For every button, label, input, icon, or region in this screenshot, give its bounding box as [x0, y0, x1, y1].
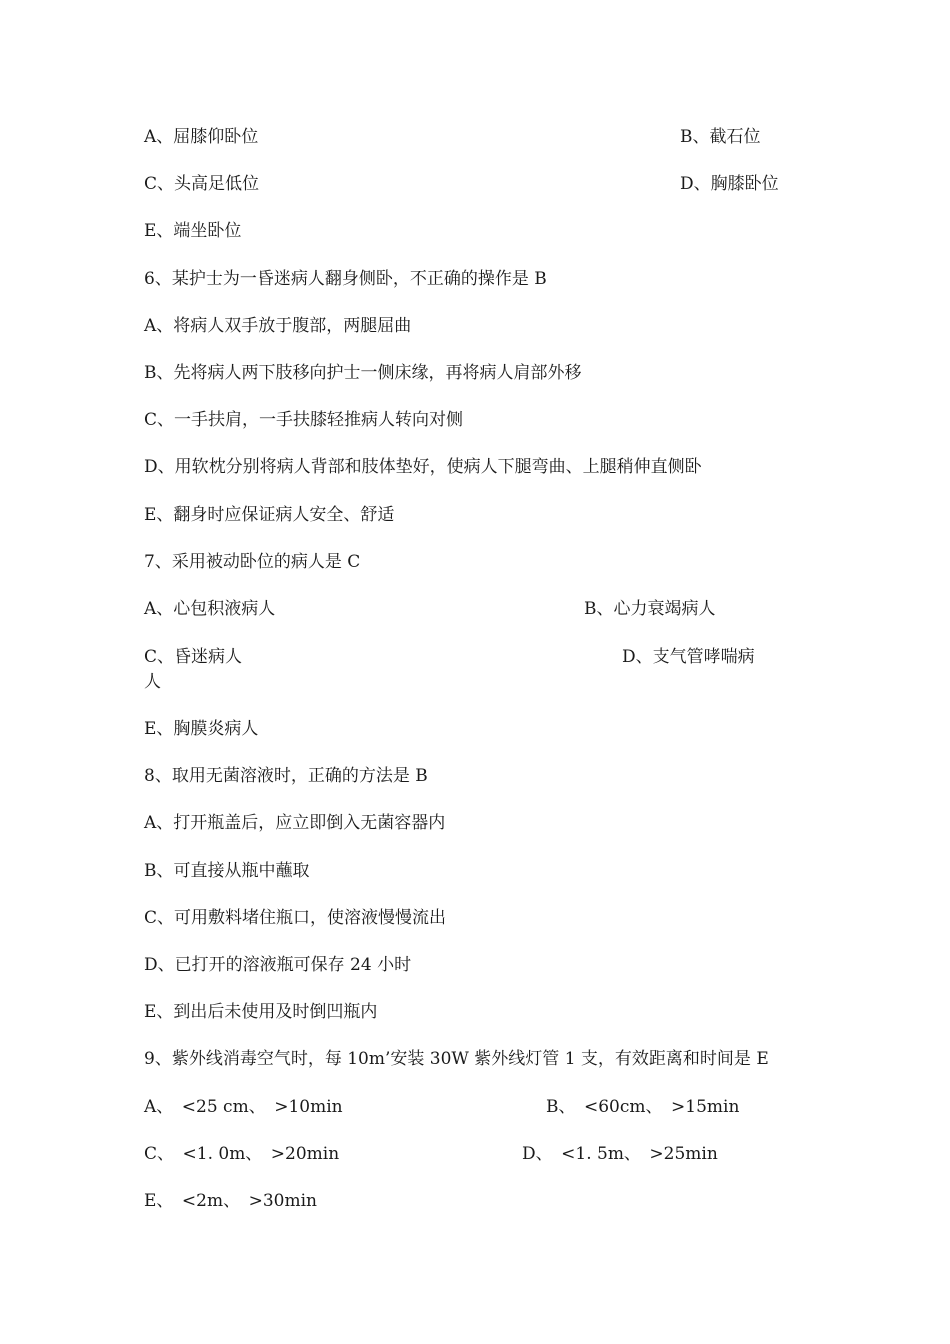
q7-option-d-wrap: 人 — [144, 672, 161, 692]
q5-option-b: B、截石位 — [680, 127, 761, 147]
q9-option-e: E、 <2m、 >30min — [144, 1191, 317, 1211]
q6-option-e: E、翻身时应保证病人安全、舒适 — [144, 505, 395, 525]
q9-option-a: A、 <25 cm、 >10min — [144, 1097, 343, 1117]
q9-option-b: B、 <60cm、 >15min — [546, 1097, 740, 1117]
q7-option-a: A、心包积液病人 — [144, 599, 276, 619]
q6-stem: 6、某护士为一昏迷病人翻身侧卧，不正确的操作是 B — [144, 269, 547, 289]
q8-option-b: B、可直接从瓶中蘸取 — [144, 861, 310, 881]
q5-option-d: D、胸膝卧位 — [680, 174, 779, 194]
q5-option-a: A、屈膝仰卧位 — [144, 127, 259, 147]
q7-stem: 7、采用被动卧位的病人是 C — [144, 552, 361, 572]
q7-option-b: B、心力衰竭病人 — [584, 599, 716, 619]
q9-option-c: C、 <1. 0m、 >20min — [144, 1144, 340, 1164]
q8-option-e: E、到出后未使用及时倒凹瓶内 — [144, 1002, 378, 1022]
q8-option-d: D、已打开的溶液瓶可保存 24 小时 — [144, 955, 412, 975]
q8-stem: 8、取用无菌溶液时，正确的方法是 B — [144, 766, 428, 786]
q5-option-c: C、头高足低位 — [144, 174, 260, 194]
q7-option-d: D、支气管哮喘病 — [622, 647, 755, 667]
q5-option-e: E、端坐卧位 — [144, 221, 242, 241]
q9-stem: 9、紫外线消毒空气时，每 10m’安装 30W 紫外线灯管 1 支，有效距离和时间是 E — [144, 1049, 769, 1069]
q6-option-c: C、一手扶肩，一手扶膝轻推病人转向对侧 — [144, 410, 464, 430]
q6-option-d: D、用软枕分别将病人背部和肢体垫好，使病人下腿弯曲、上腿稍伸直侧卧 — [144, 457, 702, 477]
q6-option-b: B、先将病人两下肢移向护士一侧床缘，再将病人肩部外移 — [144, 363, 582, 383]
q8-option-c: C、可用敷料堵住瓶口，使溶液慢慢流出 — [144, 908, 447, 928]
q7-option-c: C、昏迷病人 — [144, 647, 243, 667]
q7-option-e: E、胸膜炎病人 — [144, 719, 259, 739]
q8-option-a: A、打开瓶盖后，应立即倒入无菌容器内 — [144, 813, 446, 833]
q6-option-a: A、将病人双手放于腹部，两腿屈曲 — [144, 316, 412, 336]
q9-option-d: D、 <1. 5m、 >25min — [522, 1144, 718, 1164]
